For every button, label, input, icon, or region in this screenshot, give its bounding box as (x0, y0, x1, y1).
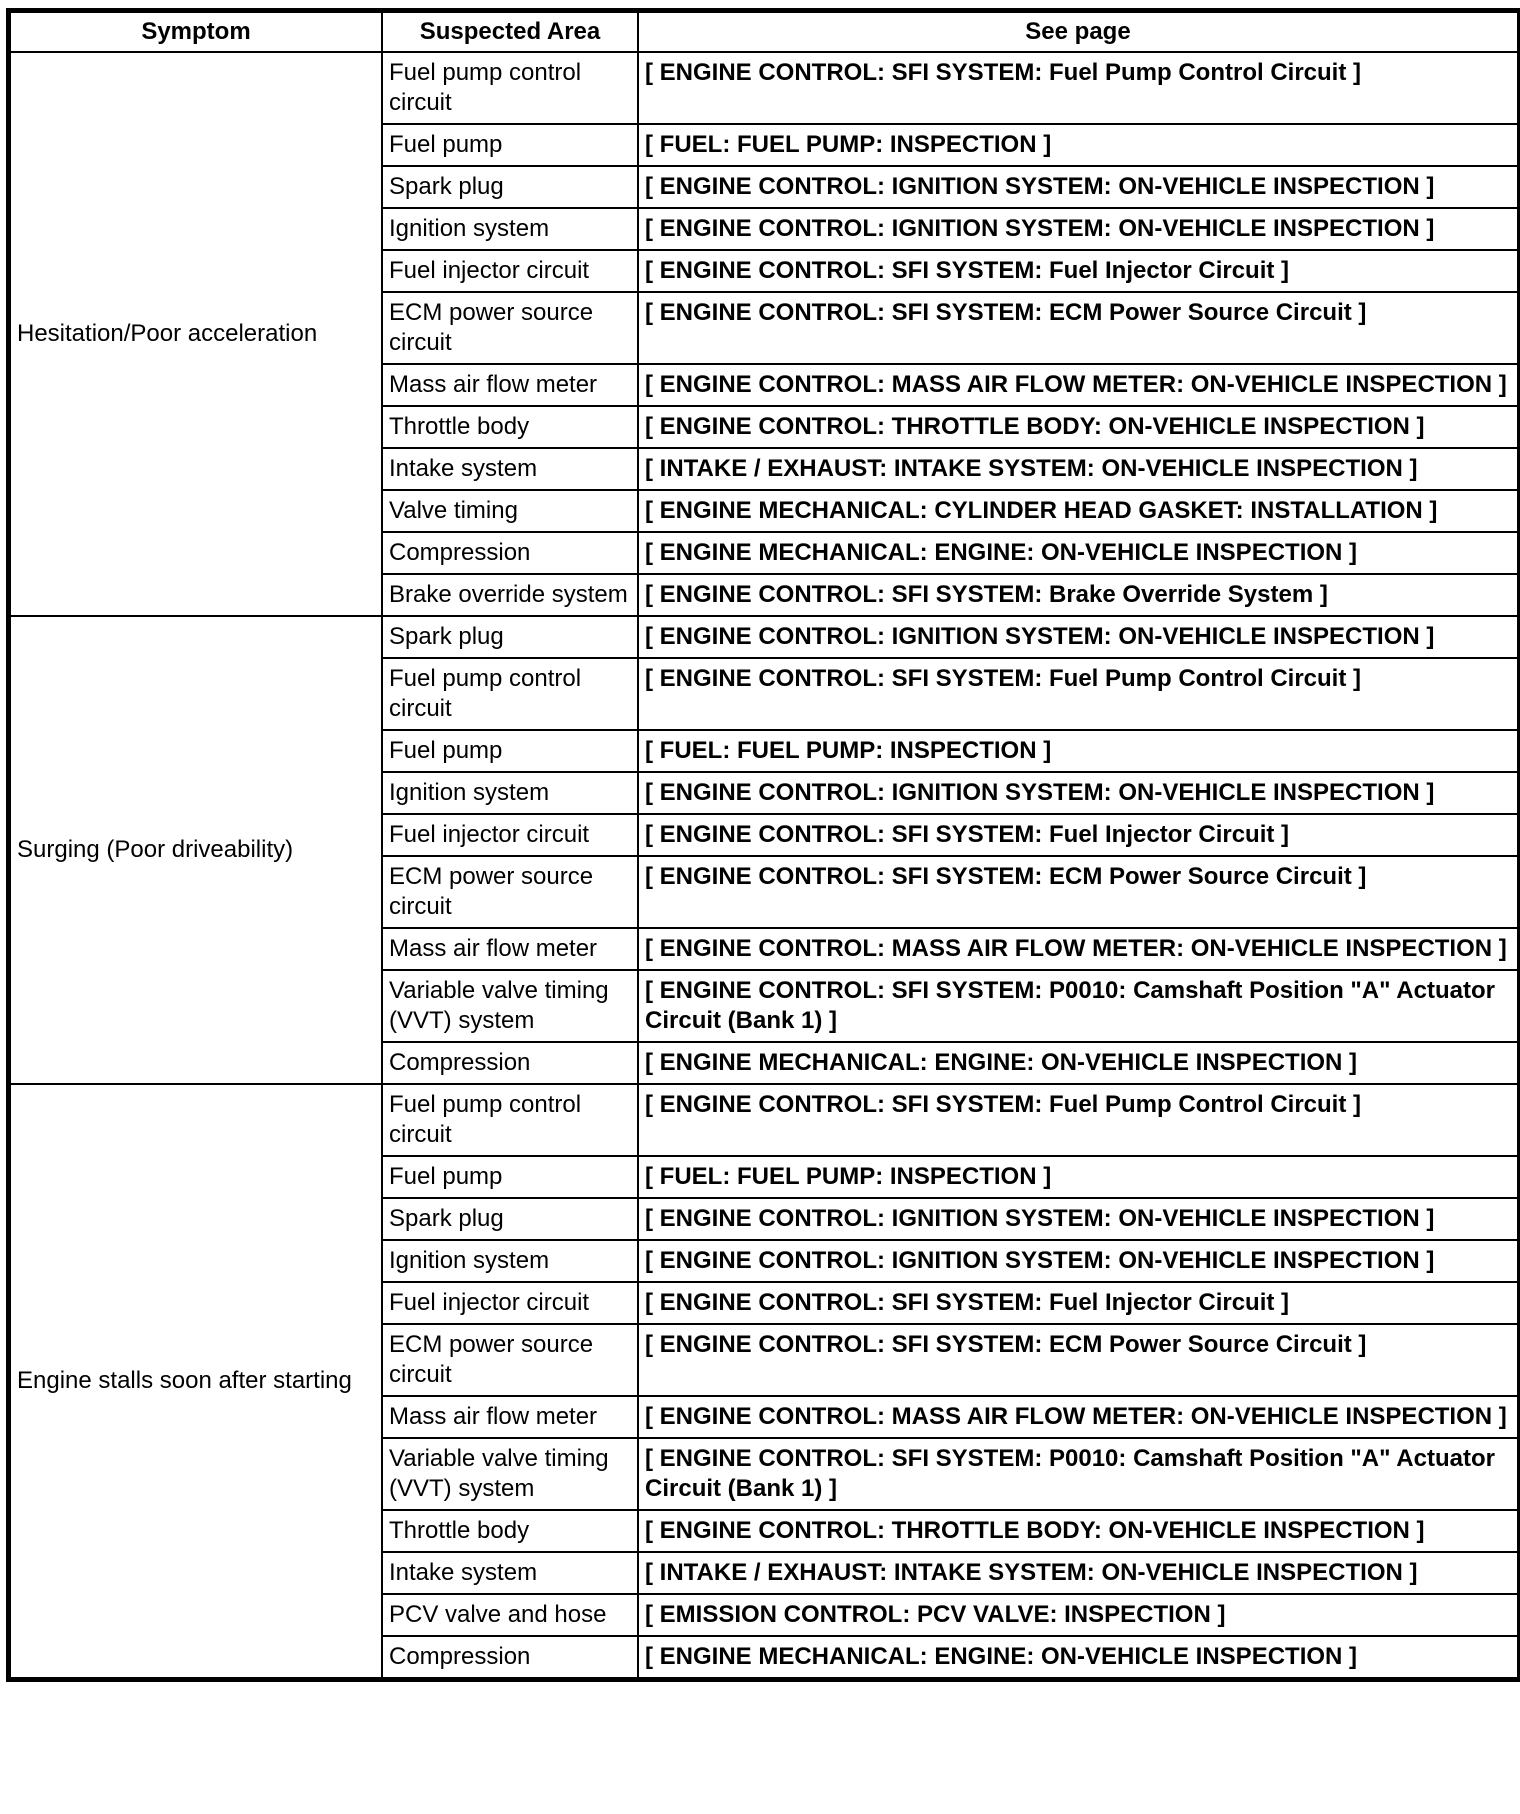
symptom-cell: Engine stalls soon after starting (10, 1084, 382, 1678)
suspected-area-cell: Spark plug (382, 1198, 638, 1240)
see-page-link[interactable]: [ ENGINE MECHANICAL: ENGINE: ON-VEHICLE INSPECTION ] (638, 1636, 1518, 1678)
table-row (10, 616, 1518, 658)
suspected-area-cell: Fuel pump control circuit (382, 658, 638, 730)
see-page-link[interactable]: [ INTAKE / EXHAUST: INTAKE SYSTEM: ON-VEHICLE INSPECTION ] (638, 448, 1518, 490)
see-page-link[interactable]: [ ENGINE CONTROL: MASS AIR FLOW METER: ON-VEHICLE INSPECTION ] (638, 364, 1518, 406)
see-page-link[interactable]: [ ENGINE CONTROL: SFI SYSTEM: ECM Power Source Circuit ] (638, 1324, 1518, 1396)
see-page-link[interactable]: [ ENGINE CONTROL: SFI SYSTEM: ECM Power Source Circuit ] (638, 292, 1518, 364)
suspected-area-cell: Valve timing (382, 490, 638, 532)
see-page-link[interactable]: [ ENGINE CONTROL: IGNITION SYSTEM: ON-VEHICLE INSPECTION ] (638, 166, 1518, 208)
suspected-area-cell: Variable valve timing (VVT) system (382, 1438, 638, 1510)
see-page-link[interactable]: [ ENGINE CONTROL: IGNITION SYSTEM: ON-VEHICLE INSPECTION ] (638, 616, 1518, 658)
suspected-area-cell: Mass air flow meter (382, 1396, 638, 1438)
see-page-link[interactable]: [ ENGINE CONTROL: THROTTLE BODY: ON-VEHICLE INSPECTION ] (638, 1510, 1518, 1552)
see-page-link[interactable]: [ EMISSION CONTROL: PCV VALVE: INSPECTION ] (638, 1594, 1518, 1636)
see-page-link[interactable]: [ ENGINE CONTROL: THROTTLE BODY: ON-VEHICLE INSPECTION ] (638, 406, 1518, 448)
suspected-area-cell: Fuel injector circuit (382, 250, 638, 292)
see-page-link[interactable]: [ ENGINE CONTROL: SFI SYSTEM: Fuel Injector Circuit ] (638, 250, 1518, 292)
header-see-page: See page (638, 12, 1518, 52)
troubleshooting-sheet (6, 8, 1520, 1687)
see-page-link[interactable]: [ ENGINE MECHANICAL: ENGINE: ON-VEHICLE INSPECTION ] (638, 532, 1518, 574)
see-page-link[interactable]: [ ENGINE MECHANICAL: ENGINE: ON-VEHICLE INSPECTION ] (638, 1042, 1518, 1084)
suspected-area-cell: Spark plug (382, 166, 638, 208)
see-page-link[interactable]: [ ENGINE CONTROL: MASS AIR FLOW METER: ON-VEHICLE INSPECTION ] (638, 1396, 1518, 1438)
suspected-area-cell: Brake override system (382, 574, 638, 616)
see-page-link[interactable]: [ ENGINE CONTROL: SFI SYSTEM: Fuel Pump Control Circuit ] (638, 658, 1518, 730)
suspected-area-cell: Compression (382, 532, 638, 574)
see-page-link[interactable]: [ ENGINE CONTROL: SFI SYSTEM: P0010: Camshaft Position "A" Actuator Circuit (Bank 1) ] (638, 1438, 1518, 1510)
see-page-link[interactable]: [ ENGINE CONTROL: IGNITION SYSTEM: ON-VEHICLE INSPECTION ] (638, 1240, 1518, 1282)
table-row (10, 52, 1518, 124)
suspected-area-cell: Fuel injector circuit (382, 1282, 638, 1324)
symptom-table (9, 11, 1519, 1679)
see-page-link[interactable]: [ ENGINE CONTROL: SFI SYSTEM: Brake Override System ] (638, 574, 1518, 616)
suspected-area-cell: Fuel pump (382, 124, 638, 166)
see-page-link[interactable]: [ ENGINE CONTROL: SFI SYSTEM: Fuel Pump Control Circuit ] (638, 52, 1518, 124)
see-page-link[interactable]: [ ENGINE CONTROL: IGNITION SYSTEM: ON-VEHICLE INSPECTION ] (638, 208, 1518, 250)
see-page-link[interactable]: [ ENGINE CONTROL: SFI SYSTEM: P0010: Camshaft Position "A" Actuator Circuit (Bank 1) ] (638, 970, 1518, 1042)
suspected-area-cell: Variable valve timing (VVT) system (382, 970, 638, 1042)
see-page-link[interactable]: [ ENGINE CONTROL: MASS AIR FLOW METER: ON-VEHICLE INSPECTION ] (638, 928, 1518, 970)
suspected-area-cell: Ignition system (382, 772, 638, 814)
suspected-area-cell: Fuel pump control circuit (382, 1084, 638, 1156)
suspected-area-cell: Spark plug (382, 616, 638, 658)
suspected-area-cell: Fuel pump (382, 730, 638, 772)
suspected-area-cell: ECM power source circuit (382, 292, 638, 364)
suspected-area-cell: Intake system (382, 448, 638, 490)
suspected-area-cell: Compression (382, 1636, 638, 1678)
suspected-area-cell: Throttle body (382, 406, 638, 448)
see-page-link[interactable]: [ ENGINE CONTROL: IGNITION SYSTEM: ON-VEHICLE INSPECTION ] (638, 772, 1518, 814)
suspected-area-cell: ECM power source circuit (382, 1324, 638, 1396)
suspected-area-cell: ECM power source circuit (382, 856, 638, 928)
suspected-area-cell: PCV valve and hose (382, 1594, 638, 1636)
symptom-cell: Hesitation/Poor acceleration (10, 52, 382, 616)
header-symptom: Symptom (10, 12, 382, 52)
header-row (10, 12, 1518, 52)
suspected-area-cell: Compression (382, 1042, 638, 1084)
suspected-area-cell: Ignition system (382, 208, 638, 250)
suspected-area-cell: Mass air flow meter (382, 364, 638, 406)
see-page-link[interactable]: [ ENGINE CONTROL: IGNITION SYSTEM: ON-VEHICLE INSPECTION ] (638, 1198, 1518, 1240)
table-frame (6, 8, 1520, 1682)
table-row (10, 1084, 1518, 1156)
suspected-area-cell: Fuel injector circuit (382, 814, 638, 856)
see-page-link[interactable]: [ ENGINE CONTROL: SFI SYSTEM: ECM Power Source Circuit ] (638, 856, 1518, 928)
see-page-link[interactable]: [ FUEL: FUEL PUMP: INSPECTION ] (638, 730, 1518, 772)
suspected-area-cell: Throttle body (382, 1510, 638, 1552)
suspected-area-cell: Mass air flow meter (382, 928, 638, 970)
see-page-link[interactable]: [ ENGINE CONTROL: SFI SYSTEM: Fuel Injector Circuit ] (638, 1282, 1518, 1324)
table-header (10, 12, 1518, 52)
table-body (10, 52, 1518, 1678)
see-page-link[interactable]: [ INTAKE / EXHAUST: INTAKE SYSTEM: ON-VEHICLE INSPECTION ] (638, 1552, 1518, 1594)
see-page-link[interactable]: [ ENGINE CONTROL: SFI SYSTEM: Fuel Injector Circuit ] (638, 814, 1518, 856)
see-page-link[interactable]: [ ENGINE CONTROL: SFI SYSTEM: Fuel Pump Control Circuit ] (638, 1084, 1518, 1156)
suspected-area-cell: Fuel pump control circuit (382, 52, 638, 124)
see-page-link[interactable]: [ FUEL: FUEL PUMP: INSPECTION ] (638, 1156, 1518, 1198)
suspected-area-cell: Intake system (382, 1552, 638, 1594)
see-page-link[interactable]: [ ENGINE MECHANICAL: CYLINDER HEAD GASKET: INSTALLATION ] (638, 490, 1518, 532)
see-page-link[interactable]: [ FUEL: FUEL PUMP: INSPECTION ] (638, 124, 1518, 166)
header-suspected-area: Suspected Area (382, 12, 638, 52)
symptom-cell: Surging (Poor driveability) (10, 616, 382, 1084)
suspected-area-cell: Fuel pump (382, 1156, 638, 1198)
suspected-area-cell: Ignition system (382, 1240, 638, 1282)
